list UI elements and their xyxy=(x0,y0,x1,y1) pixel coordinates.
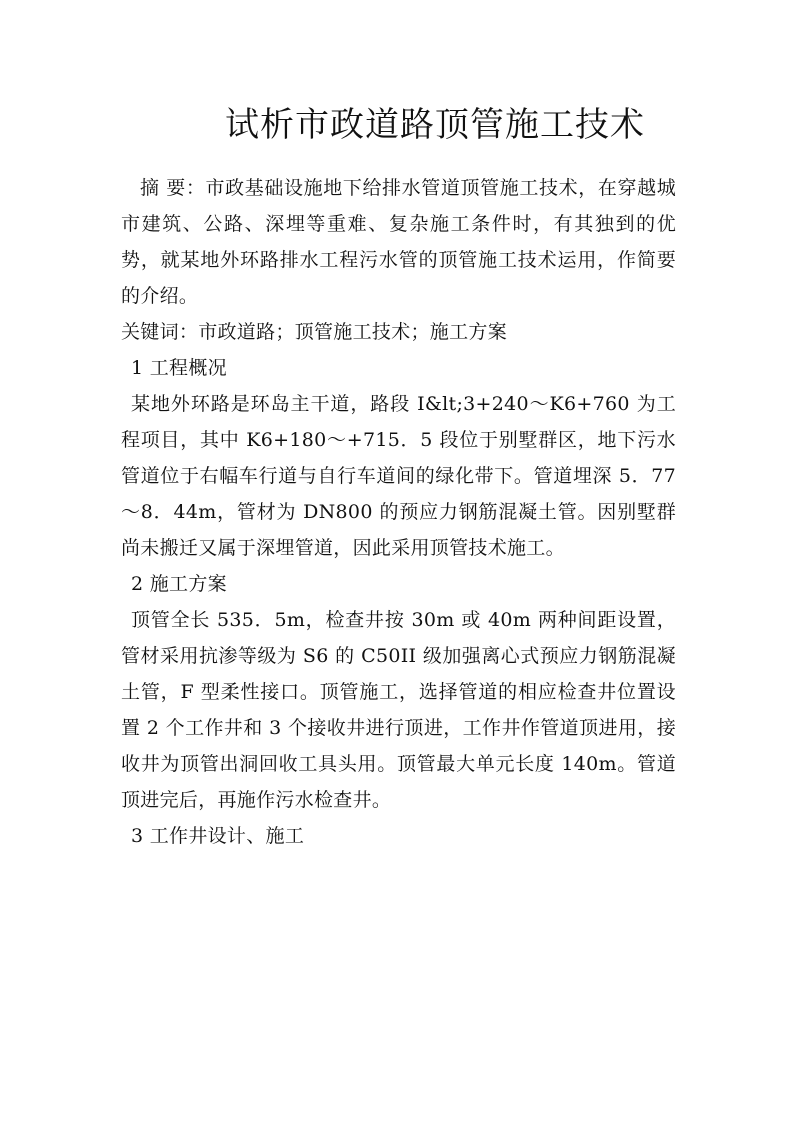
document-body xyxy=(121,170,676,854)
document-title: 试析市政道路顶管施工技术 xyxy=(225,105,645,145)
keywords-line: 关键词：市政道路；顶管施工技术；施工方案 xyxy=(121,321,508,343)
section-paragraph-2: 顶管全长 535．5m，检查井按 30m 或 40m 两种间距设置，管材采用抗渗等级为 S6 的 C50II 级加强离心式预应力钢筋混凝土管，F 型柔性接口。顶管施工，选择管道的相应检查井位置设置 2 个工作井和 3 个接收井进行顶进，工作井作管道顶进用，接收井为顶管出洞回收工具头用。顶管最大单元长度 140m。管道顶进完后，再施作污水检查井。 xyxy=(121,609,676,811)
section-heading-1: 1 工程概况 xyxy=(131,357,227,379)
abstract-paragraph: 摘 要：市政基础设施地下给排水管道顶管施工技术，在穿越城市建筑、公路、深埋等重难、复杂施工条件时，有其独到的优势，就某地外环路排水工程污水管的顶管施工技术运用，作简要的介绍。 xyxy=(121,177,676,307)
section-heading-3: 3 工作井设计、施工 xyxy=(131,825,305,847)
section-paragraph-1: 某地外环路是环岛主干道，路段 I&lt;3+240～K6+760 为工程项目，其中 K6+180～+715．5 段位于别墅群区，地下污水管道位于右幅车行道与自行车道间的绿化带下。管道埋深 5．77～8．44m，管材为 DN800 的预应力钢筋混凝土管。因别墅群尚未搬迁又属于深埋管道，因此采用顶管技术施工。 xyxy=(121,393,676,559)
section-heading-2: 2 施工方案 xyxy=(131,573,227,595)
